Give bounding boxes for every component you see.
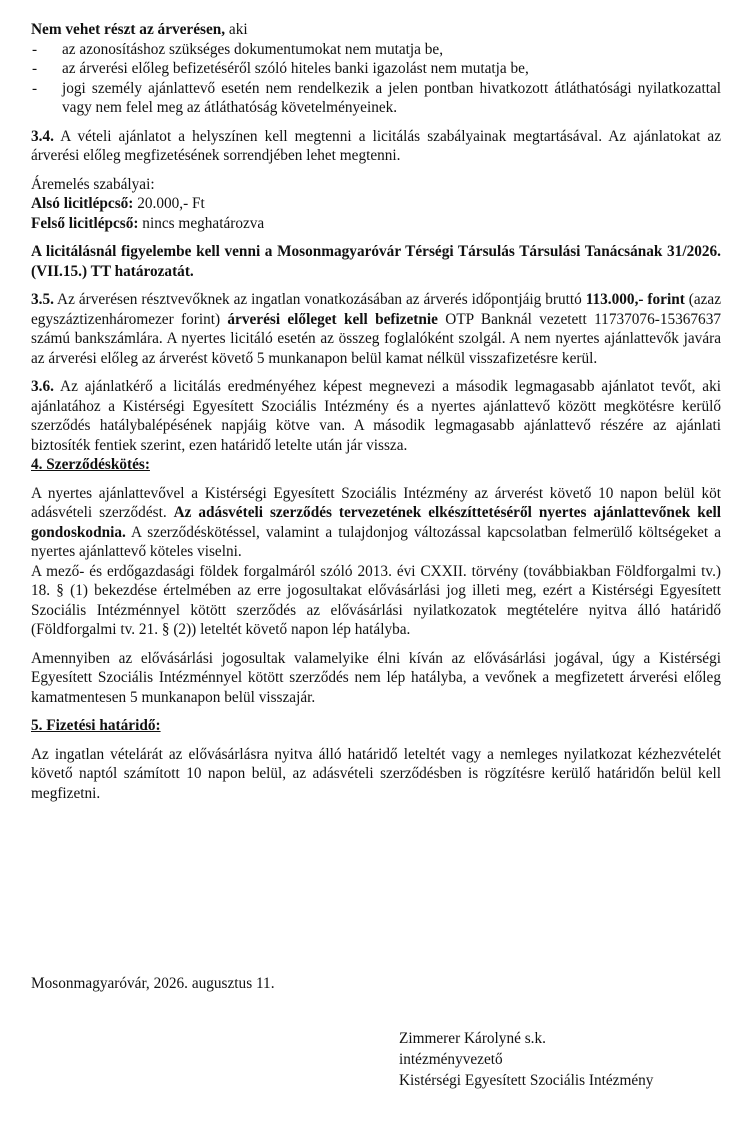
signature-block [399,1028,653,1091]
contract-draft-notice: Az adásvételi szerződés tervezetének elkészíttetéséről nyertes ajánlattevőnek kell gondoskodnia. [31,504,721,541]
document-body [31,20,721,803]
section-text: A szerződéskötéssel, valamint a tulajdonjog változással kapcsolatban felmerülő költségeket a nyertes ajánlattevő köteles viselni. [31,523,721,560]
min-bid-label: Alsó licitlépcső: [31,195,134,212]
deposit-amount: 113.000,- forint [585,291,685,308]
price-rules-title: Áremelés szabályai: [31,175,155,193]
max-bid-value: nincs meghatározva [138,214,265,232]
intro-heading-tail: aki [225,21,248,38]
section-number: 3.5. [31,291,54,308]
min-bid-value: 20.000,- Ft [133,195,205,212]
intro-heading-bold: Nem vehet részt az árverésen, [31,21,226,38]
resolution-notice: A licitálásnál figyelembe kell venni a Mosonmagyaróvár Térségi Társulás Társulási Tanácsának 31/2026. (VII.15.) TT határozatát. [31,243,721,280]
max-bid-label: Felső licitlépcső: [31,214,139,232]
section-5-text: Az ingatlan vételárát az elővásárlásra nyitva álló határidő leteltét vagy a nemleges nyilatkozat kézhezvételét követő naptól számított 10 napon belül, az adásvételi szerződésben is rögzítésre kerülő határidőn belül kell megfizetni. [31,745,721,802]
section-3-5 [31,290,721,368]
section-3-6 [31,377,721,455]
section-3-4 [31,127,721,166]
section-4-paragraph-2: A mező- és erdőgazdasági földek forgalmáról szóló 2013. évi CXXII. törvény (továbbiakban Földforgalmi tv.) 18. § (1) bekezdése értelmében az erre jogosultakat elővásárlási jog illeti meg, ezért a Kistérségi Egyesített Szociális Intézménnyel kötött szerződés az elővásárlási nyilatkozatok megtételére nyitva álló határidő (Földforgalmi tv. 21. § (2)) leteltét követő napon lép hatályba. [31,562,721,638]
list-item: - jogi személy ajánlattevő esetén nem rendelkezik a jelen pontban hivatkozott átláthatósági nyilatkozattal vagy nem felel meg az átláthatóság követelményeinek. [31,79,721,118]
section-text: Az ajánlatkérő a licitálás eredményéhez képest megnevezi a második legmagasabb ajánlatot tevőt, aki ajánlatához a Kistérségi Egyesített Szociális Intézmény és a nyertes ajánlattevő között megkötésre kerülő szerződés hatálybalépésének napjáig kötve van. A második legmagasabb ajánlattevő részére az ajánlati biztosíték fentiek szerint, ezen határidő letelte után jár vissza. [31,378,721,454]
signer-name: Zimmerer Károlyné s.k. [399,1030,546,1047]
section-text: A vételi ajánlatot a helyszínen kell megtenni a licitálás szabályainak megtartásával. Az ajánlatokat az árverési előleg megfizetésének sorrendjében lehet megtenni. [31,127,721,164]
deposit-obligation: árverési előleget kell befizetnie [227,310,438,328]
section-text: A nyertes ajánlattevővel a Kistérségi Egyesített Szociális Intézmény az árverést követő 10 napon belül köt adásvételi szerződést. [31,484,721,521]
section-text: OTP Banknál vezetett 11737076-15367637 számú bankszámlára. A nyertes licitáló esetén az összeg foglalóként szolgál. A nem nyertes ajánlattevők javára az árverési előleg az árverést követő 5 munkanapon belül kamat nélkül visszafizetésre kerül. [31,310,722,367]
signer-organization: Kistérségi Egyesített Szociális Intézmény [399,1072,654,1089]
max-bid-step [31,214,721,234]
section-number: 3.6. [31,378,54,395]
dateline: Mosonmagyaróvár, 2026. augusztus 11. [31,975,275,992]
section-4-paragraph-1 [31,484,721,562]
section-text: (azaz egyszáztizenháromezer forint) [31,291,722,328]
exclusion-list [31,40,721,118]
intro-heading [31,20,721,40]
min-bid-step [31,194,721,214]
section-4-heading: 4. Szerződéskötés: [31,456,150,473]
list-item: - az árverési előleg befizetéséről szóló hiteles banki igazolást nem mutatja be, [31,59,721,79]
section-text: Az árverésen résztvevőknek az ingatlan vonatkozásában az árverés időpontjáig bruttó [53,291,586,308]
price-rules [31,175,721,234]
section-number: 3.4. [31,127,54,145]
signer-title: intézményvezető [399,1051,503,1068]
section-5-heading: 5. Fizetési határidő: [31,717,161,734]
list-item: - az azonosításhoz szükséges dokumentumokat nem mutatja be, [31,40,721,60]
section-4-paragraph-3: Amennyiben az elővásárlási jogosultak valamelyike élni kíván az elővásárlási jogával, úgy a Kistérségi Egyesített Szociális Intézménnyel kötött szerződés nem lép hatályba, a vevőnek a megfizetett árverési előleg kamatmentesen 5 munkanapon belül visszajár. [31,649,721,706]
